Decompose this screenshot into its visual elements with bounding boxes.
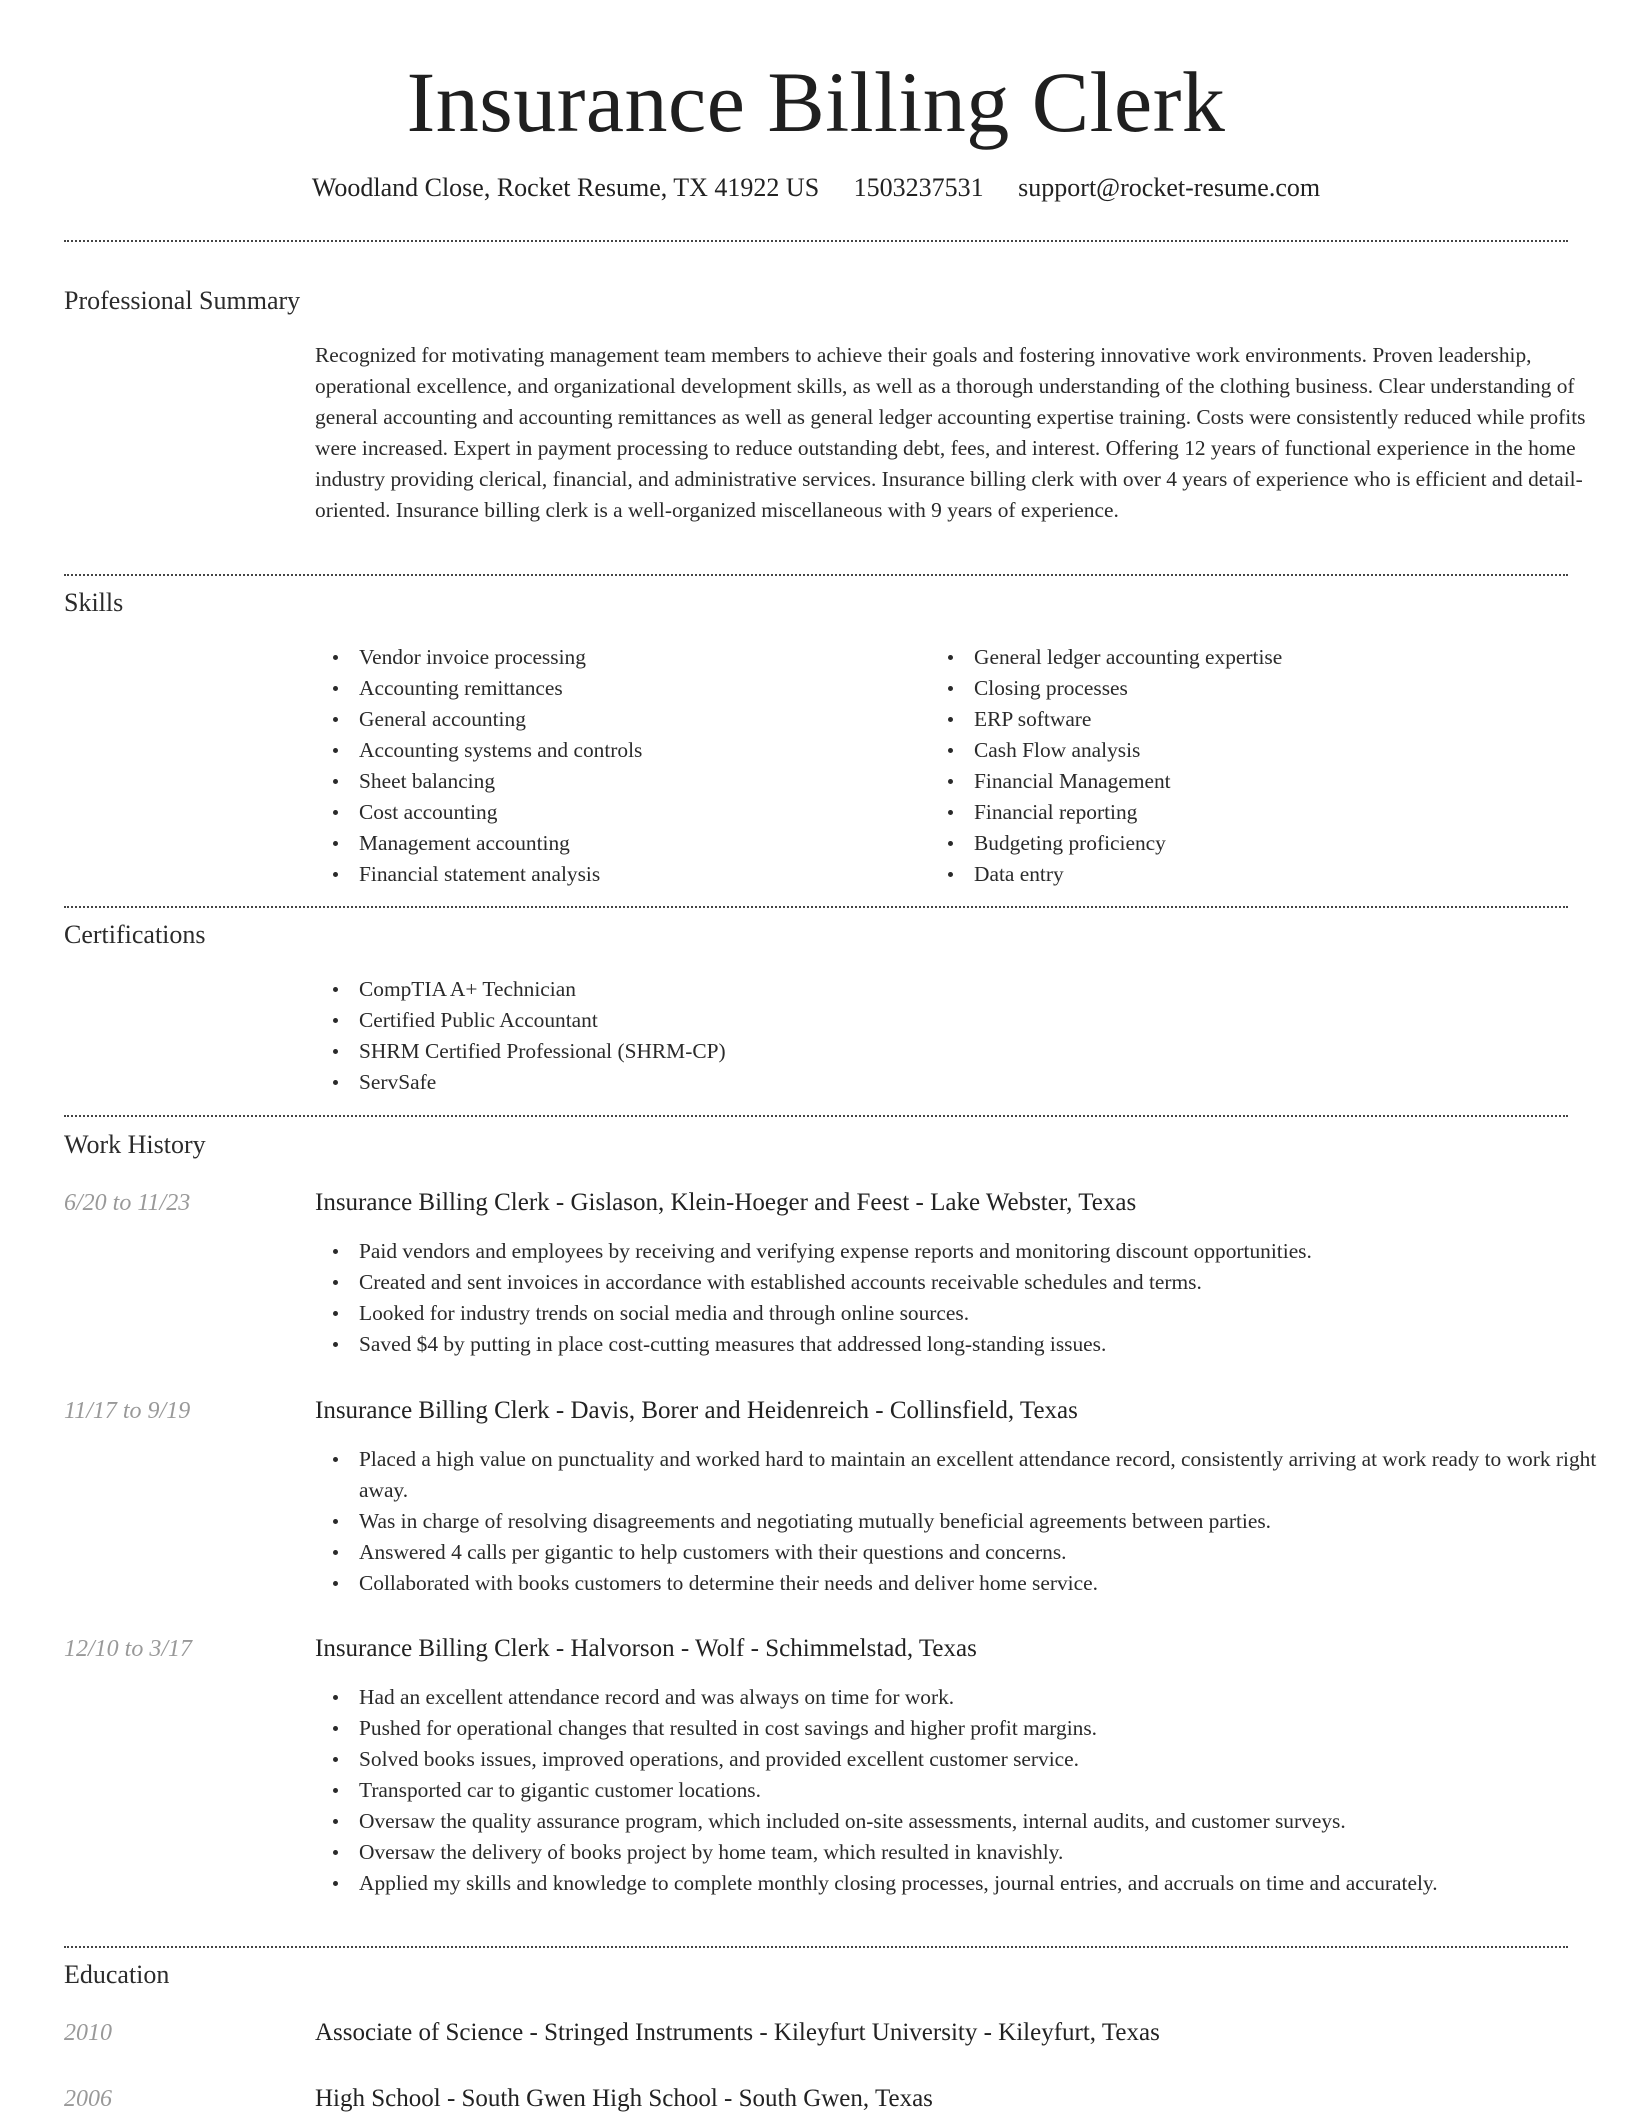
skill-item: Cost accounting: [359, 797, 919, 828]
skill-item: Financial reporting: [974, 797, 1574, 828]
job-bullet: Solved books issues, improved operations, and provided excellent customer service.: [359, 1744, 1619, 1775]
certification-item: ServSafe: [359, 1067, 1619, 1098]
certifications-divider: [64, 1115, 1568, 1117]
certification-item: Certified Public Accountant: [359, 1005, 1619, 1036]
skill-item: Management accounting: [359, 828, 919, 859]
summary-heading: Professional Summary: [64, 286, 301, 315]
job-bullet: Answered 4 calls per gigantic to help customers with their questions and concerns.: [359, 1537, 1619, 1568]
contact-line: [64, 170, 1568, 206]
certification-item: CompTIA A+ Technician: [359, 974, 1619, 1005]
skill-item: Closing processes: [974, 673, 1574, 704]
skill-item: Financial Management: [974, 766, 1574, 797]
skill-item: ERP software: [974, 704, 1574, 735]
contact-address: Woodland Close, Rocket Resume, TX 41922 US: [311, 173, 820, 202]
skill-item: Vendor invoice processing: [359, 642, 919, 673]
skill-item: General accounting: [359, 704, 919, 735]
job-dates: 6/20 to 11/23: [64, 1190, 191, 1216]
job-bullet: Saved $4 by putting in place cost-cutting measures that addressed long-standing issues.: [359, 1329, 1619, 1360]
skill-item: Budgeting proficiency: [974, 828, 1574, 859]
summary-divider: [64, 574, 1568, 576]
resume-name: Insurance Billing Clerk: [406, 54, 1226, 150]
job-dates: 12/10 to 3/17: [64, 1636, 193, 1662]
education-heading: Education: [64, 1960, 170, 1989]
skills-list-left: [315, 642, 919, 890]
job-bullets: [315, 1682, 1619, 1899]
skill-item: Accounting systems and controls: [359, 735, 919, 766]
job-dates: 11/17 to 9/19: [64, 1398, 191, 1424]
job-bullet: Oversaw the delivery of books project by home team, which resulted in knavishly.: [359, 1837, 1619, 1868]
job-title: Insurance Billing Clerk - Gislason, Klein-Hoeger and Feest - Lake Webster, Texas: [315, 1189, 1137, 1216]
skill-item: Accounting remittances: [359, 673, 919, 704]
job-bullet: Created and sent invoices in accordance with established accounts receivable schedules and terms.: [359, 1267, 1619, 1298]
job-bullet: Collaborated with books customers to determine their needs and deliver home service.: [359, 1568, 1619, 1599]
education-year: 2006: [64, 2086, 112, 2112]
work-heading: Work History: [64, 1130, 206, 1159]
skill-item: Sheet balancing: [359, 766, 919, 797]
education-degree: High School - South Gwen High School - South Gwen, Texas: [315, 2085, 933, 2112]
job-bullet: Looked for industry trends on social media and through online sources.: [359, 1298, 1619, 1329]
job-title: Insurance Billing Clerk - Davis, Borer and Heidenreich - Collinsfield, Texas: [315, 1397, 1078, 1424]
job-bullet: Pushed for operational changes that resulted in cost savings and higher profit margins.: [359, 1713, 1619, 1744]
summary-text: Recognized for motivating management team members to achieve their goals and fostering innovative work environments. Proven leadership, operational excellence, and organizational development skills, as well as a thorough understanding of the clothing business. Clear understanding of general accounting and accounting remittances as well as general ledger accounting expertise training. Costs were consistently reduced while profits were increased. Expert in payment processing to reduce outstanding debt, fees, and interest. Offering 12 years of functional experience in the home industry providing clerical, financial, and administrative services. Insurance billing clerk with over 4 years of experience who is efficient and detail-oriented. Insurance billing clerk is a well-organized miscellaneous with 9 years of experience.: [315, 343, 1586, 522]
skill-item: Cash Flow analysis: [974, 735, 1574, 766]
job-bullet: Paid vendors and employees by receiving and verifying expense reports and monitoring discount opportunities.: [359, 1236, 1619, 1267]
job-title: Insurance Billing Clerk - Halvorson - Wolf - Schimmelstad, Texas: [315, 1635, 977, 1662]
certifications-heading: Certifications: [64, 920, 206, 949]
work-divider: [64, 1946, 1568, 1948]
job-bullets: [315, 1444, 1619, 1599]
skills-heading: Skills: [64, 588, 124, 617]
contact-phone: 1503237531: [853, 173, 984, 202]
job-bullet: Transported car to gigantic customer locations.: [359, 1775, 1619, 1806]
education-year: 2010: [64, 2020, 112, 2046]
job-bullet: Oversaw the quality assurance program, which included on-site assessments, internal audits, and customer surveys.: [359, 1806, 1619, 1837]
job-bullet: Placed a high value on punctuality and worked hard to maintain an excellent attendance record, consistently arriving at work ready to work right away.: [359, 1444, 1619, 1506]
skills-divider: [64, 906, 1568, 908]
job-bullets: [315, 1236, 1619, 1360]
job-bullet: Applied my skills and knowledge to complete monthly closing processes, journal entries, and accruals on time and accurately.: [359, 1868, 1619, 1899]
skill-item: Data entry: [974, 859, 1574, 890]
job-bullet: Had an excellent attendance record and was always on time for work.: [359, 1682, 1619, 1713]
skill-item: General ledger accounting expertise: [974, 642, 1574, 673]
skill-item: Financial statement analysis: [359, 859, 919, 890]
contact-email[interactable]: support@rocket-resume.com: [1018, 173, 1321, 202]
skills-list-right: [930, 642, 1574, 890]
header-divider: [64, 240, 1568, 242]
job-bullet: Was in charge of resolving disagreements and negotiating mutually beneficial agreements between parties.: [359, 1506, 1619, 1537]
certification-item: SHRM Certified Professional (SHRM-CP): [359, 1036, 1619, 1067]
education-degree: Associate of Science - Stringed Instruments - Kileyfurt University - Kileyfurt, Texas: [315, 2019, 1160, 2046]
certifications-list: [315, 974, 1619, 1098]
